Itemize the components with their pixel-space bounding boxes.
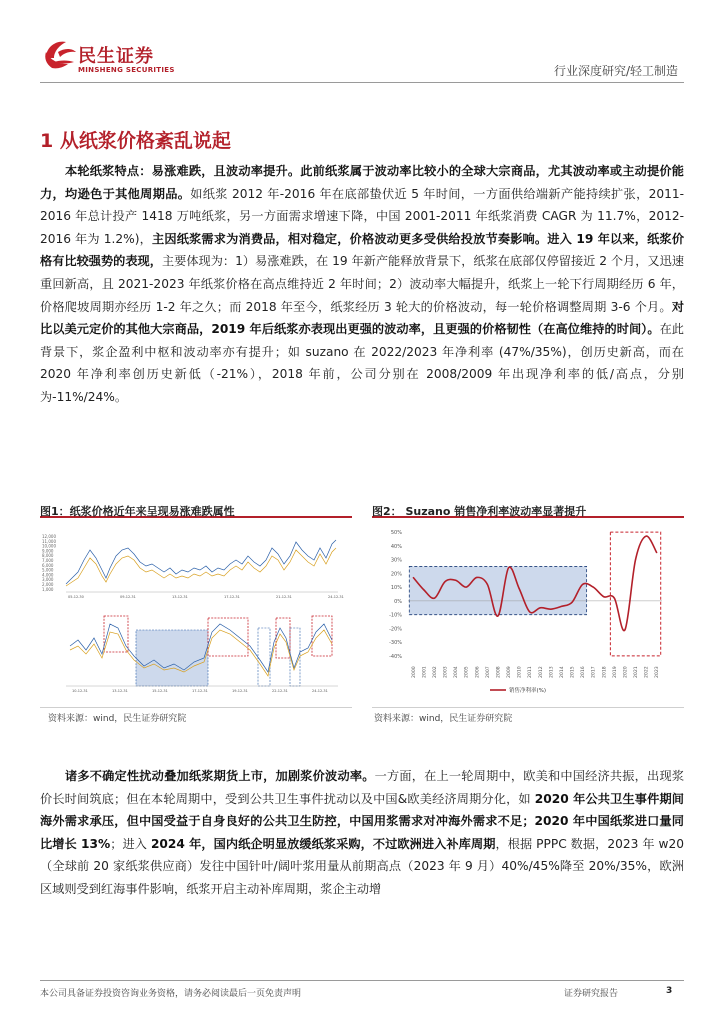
fig2-xtick-label: 2023 — [655, 666, 661, 678]
fig2-point-2008 — [497, 615, 498, 616]
figure2-title-bar — [372, 500, 684, 518]
fig2-xtick-label: 2001 — [422, 666, 428, 678]
fig2-point-2003 — [444, 581, 445, 582]
figure1-source: 资料来源：wind，民生证券研究院 — [48, 714, 187, 724]
p1-bold-3: 主因纸浆需求为消费品，相对稳定，价格波动更多受供给投放节奏影响。进入 19 年以来，纸浆价格有比较强势的表现， — [40, 231, 685, 269]
fig1-ytick-label: 3,000 — [42, 577, 54, 583]
fig2-ytick-label: -20% — [389, 626, 402, 633]
fig1-bottom-box-red-2 — [208, 618, 248, 656]
fig2-point-2005 — [466, 587, 467, 588]
figure2-title: 图2： Suzano 销售净利率波动率显著提升 — [372, 505, 587, 518]
page-number: 3 — [666, 986, 673, 996]
fig2-point-2015 — [571, 602, 572, 603]
fig2-point-2004 — [455, 580, 456, 581]
fig2-point-2017 — [593, 587, 594, 588]
fig1-ytick-label: 10,000 — [42, 543, 56, 549]
fig2-ytick-label: 20% — [390, 571, 402, 578]
p1-text-4: 主要体现为：1）易涨难跌，在 19 年新产能释放背景下，纸浆在底部仅停留接近 2 个月，又迅速重回新高，且 2021-2023 年纸浆价格在高点维持近 2 年时间；2）波动率大幅提升，纸浆上一轮下行周期经历 6 年，价格爬坡周期亦经历 1-2 年之久；而 2018 年至今，纸浆经历 3 轮大的价格波动，每一轮价格调整周期 3-6 个月。 — [40, 254, 685, 314]
fig1-ytick-label: 11,000 — [42, 538, 56, 544]
fig2-xtick-label: 2009 — [507, 666, 513, 678]
fig2-point-2001 — [423, 589, 424, 590]
p1-bold-1: 本轮纸浆特点：易涨难跌，且波动率提升。此前纸浆属于波动率比较小的全球大宗商品，尤其波动率或主动提价能力，均逊色于其他周期品。 — [40, 164, 684, 201]
fig2-point-2018 — [603, 596, 604, 597]
figure1-svg — [40, 520, 352, 706]
fig2-xtick-label: 2021 — [634, 666, 640, 678]
fig2-point-2009 — [508, 567, 509, 568]
p2-bold-3: 2020 年公共卫生事件期间海外需求承压，但中国受益于自身良好的公共卫生防控，中国用浆需求对冲海外需求不足；2020 年中国纸浆进口量同比增长 13% — [40, 791, 684, 851]
fig2-xtick-label: 2020 — [623, 666, 629, 678]
fig2-red-region — [610, 532, 660, 656]
fig1-ytick-label: 4,000 — [42, 572, 54, 578]
fig2-point-2002 — [434, 598, 435, 599]
fig1-top-line-blue — [66, 540, 336, 584]
p1-text-2: 如纸浆 2012 年-2016 年在底部蛰伏近 5 年时间，一方面供给端新产能持续扩张，2011-2016 年总计投产 1418 万吨纸浆，另一方面需求增速下降，中国 2001-2011 年纸浆消费 CAGR 为 11.7%，2012-2016 年为 1.2%)， — [40, 186, 685, 246]
paragraph-pulp-features — [40, 160, 684, 409]
fig1-top-line-gold — [66, 548, 336, 586]
fig2-ytick-label: -40% — [389, 654, 402, 660]
fig2-point-2023 — [656, 552, 657, 553]
p1-bold-5: 对比以美元定价的其他大宗商品，2019 年后纸浆亦表现出更强的波动率，且更强的价格韧性（在高位维持的时间）。 — [40, 299, 684, 337]
fig2-xtick-label: 2004 — [454, 666, 460, 678]
p1-text-6: 在此背景下，浆企盈利中枢和波动率亦有提升；如 suzano 在 2022/2023 年净利率 (47%/35%)，创历史新高，而在 2020 年净利率创历史新低（-21%），2018 年前，公司分别在 2008/2009 年出现净利率的低/高点，分别为-11%/24%。 — [40, 322, 684, 404]
fig2-xtick-label: 2012 — [538, 666, 544, 678]
paragraph-uncertainty — [40, 765, 684, 901]
footer-report-label: 证券研究报告 — [564, 989, 619, 999]
fig2-ytick-label: 30% — [390, 557, 402, 564]
p2-bold-5: 2024 年，国内纸企明显放缓纸浆采购，不过欧洲进入补库周期 — [150, 836, 496, 851]
fig2-point-2000 — [413, 577, 414, 578]
fig2-point-2007 — [487, 584, 488, 585]
fig1-xtick-top: 21-12-31 — [276, 595, 292, 599]
p2-text-2: 一方面，在上一轮周期中，欧美和中国经济共振，出现浆价长时间筑底；但在本轮周期中，受到公共卫生事件扰动以及中国&欧美经济周期分化，如 — [40, 769, 685, 806]
fig2-ytick-label: 10% — [390, 585, 402, 592]
fig1-ytick-label: 2,000 — [42, 582, 54, 587]
fig1-ytick-label: 5,000 — [42, 567, 54, 573]
fig2-xtick-label: 2008 — [496, 666, 502, 678]
p2-text-4: ；进入 — [110, 836, 151, 851]
fig2-xtick-label: 2019 — [612, 666, 618, 678]
fig2-point-2021 — [635, 559, 636, 560]
figure1-title: 图1：纸浆价格近年来呈现易涨难跌属性 — [40, 505, 235, 518]
figure2-svg — [372, 520, 684, 706]
fig2-xtick-label: 2014 — [559, 666, 565, 678]
fig1-ytick-label: 1,000 — [42, 586, 54, 592]
footer-divider — [40, 980, 684, 981]
figure2-source-divider — [372, 707, 684, 708]
fig2-xtick-label: 2010 — [517, 666, 523, 678]
fig1-bottom-shade-2 — [258, 628, 270, 686]
fig2-xtick-label: 2003 — [443, 666, 449, 678]
fig1-xtick-top: 09-12-31 — [120, 595, 136, 599]
figure2-chart — [372, 520, 684, 706]
fig1-xtick-bottom: 13-12-31 — [112, 689, 128, 693]
fig2-ytick-label: 0% — [394, 598, 402, 605]
fig2-point-2011 — [529, 611, 530, 612]
fig1-xtick-bottom: 22-12-31 — [272, 689, 288, 693]
fig2-xtick-label: 2013 — [549, 666, 555, 678]
figure2-source: 资料来源：wind，民生证券研究院 — [374, 714, 513, 724]
header-divider — [40, 82, 684, 83]
fig1-xtick-bottom: 15-12-31 — [152, 689, 168, 693]
fig1-ytick-label: 6,000 — [42, 562, 54, 568]
fig2-ytick-label: 40% — [390, 543, 402, 550]
section-title: 1 从纸浆价格紊乱说起 — [40, 130, 231, 152]
fig1-ytick-label: 7,000 — [42, 558, 54, 563]
logo-text-en: MINSHENG SECURITIES — [78, 66, 175, 74]
figure1-title-bar — [40, 500, 352, 518]
fig2-point-2014 — [561, 606, 562, 607]
fig2-xtick-label: 2005 — [464, 666, 470, 678]
fig1-bottom-shade-1 — [136, 630, 208, 686]
fig2-legend-label: 销售净利率(%) — [509, 688, 547, 694]
fig2-ytick-label: 50% — [390, 530, 402, 536]
fig1-xtick-bottom: 17-12-31 — [192, 689, 208, 693]
fig2-xtick-label: 2011 — [528, 666, 534, 678]
fig2-point-2010 — [519, 588, 520, 589]
page-header — [0, 0, 724, 84]
fig2-point-2022 — [646, 536, 647, 537]
fig2-xtick-label: 2002 — [432, 666, 438, 678]
logo-text-cn: 民生证券 — [78, 46, 154, 67]
p2-text-6: ，根据 PPPC 数据，2023 年 w20（全球前 20 家纸浆供应商）发往中国针叶/阔叶浆用量从前期高点（2023 年 9 月）40%/45%降至 20%/35%，欧洲区域则受到红海事件影响，纸浆开启主动补库周期，浆企主动增 — [40, 836, 685, 896]
fig1-xtick-top: 13-12-31 — [172, 595, 188, 599]
fig1-ytick-label: 12,000 — [42, 534, 56, 539]
fig1-bottom-panel — [66, 616, 338, 693]
fig2-xtick-label: 2000 — [411, 666, 417, 678]
fig2-point-2013 — [550, 609, 551, 610]
fig1-bottom-shade-3 — [290, 628, 300, 686]
fig2-point-2012 — [540, 607, 541, 608]
figure1-source-divider — [40, 707, 352, 708]
fig2-xtick-label: 2006 — [475, 666, 481, 678]
fig1-xtick-top: 05-12-30 — [68, 595, 84, 599]
fig2-point-2016 — [582, 584, 583, 585]
fig2-xtick-label: 2016 — [581, 666, 587, 678]
fig1-top-panel — [42, 534, 344, 599]
fig2-xtick-label: 2022 — [644, 666, 650, 678]
report-type: 行业深度研究/轻工制造 — [553, 64, 678, 78]
fig1-ytick-label: 8,000 — [42, 553, 54, 559]
figure1-chart — [40, 520, 352, 706]
footer-disclaimer: 本公司具备证券投资咨询业务资格，请务必阅读最后一页免责声明 — [40, 989, 302, 999]
fig2-point-2006 — [476, 577, 477, 578]
fig2-point-2019 — [614, 598, 615, 599]
fig1-xtick-bottom: 19-12-31 — [232, 689, 248, 693]
fig2-xtick-label: 2018 — [602, 666, 608, 678]
p2-bold-1: 诸多不确定性扰动叠加纸浆期货上市，加剧浆价波动率。 — [65, 769, 375, 783]
fig1-bottom-box-red-4 — [312, 616, 332, 656]
fig1-xtick-bottom: 10-12-31 — [72, 689, 88, 693]
fig2-ytick-label: -30% — [389, 640, 402, 647]
fig1-ytick-label: 9,000 — [42, 548, 54, 554]
fig1-xtick-bottom: 24-12-31 — [312, 689, 328, 693]
fig1-xtick-top: 24-12-31 — [328, 595, 344, 599]
fig2-xtick-label: 2015 — [570, 666, 576, 678]
fig1-xtick-top: 17-12-31 — [224, 595, 240, 599]
fig2-xtick-label: 2017 — [591, 666, 597, 678]
fig2-point-2020 — [624, 629, 625, 630]
fig2-xtick-label: 2007 — [485, 666, 491, 678]
fig2-ytick-label: -10% — [389, 612, 402, 619]
